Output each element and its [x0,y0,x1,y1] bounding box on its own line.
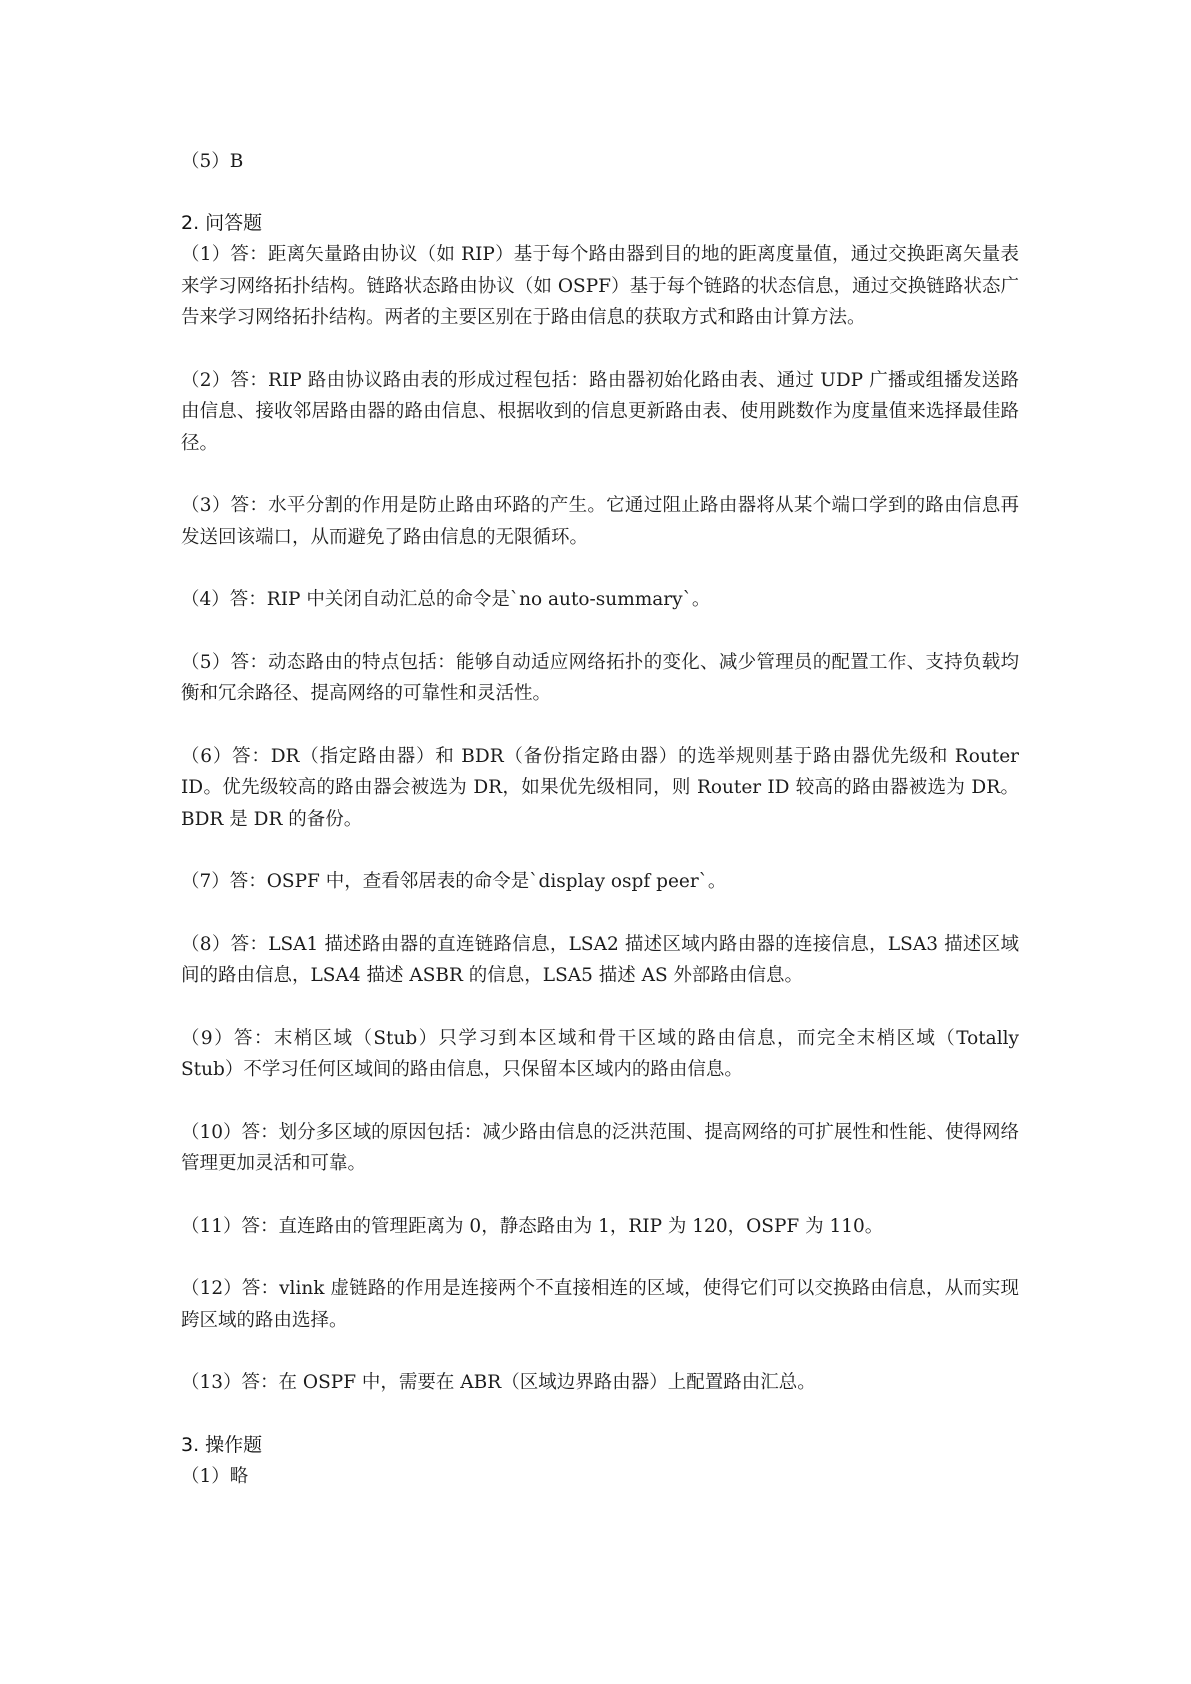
spacer [181,992,1019,1023]
qa-answer-13: （13）答：在 OSPF 中，需要在 ABR（区域边界路由器）上配置路由汇总。 [181,1372,816,1393]
spacer [181,835,1019,866]
spacer [181,334,1019,365]
qa-answer-6: （6）答：DR（指定路由器）和 BDR（备份指定路由器）的选举规则基于路由器优先级和 Router ID。优先级较高的路由器会被选为 DR，如果优先级相同，则 Router ID 较高的路由器被选为 DR。BDR 是 DR 的备份。 [181,745,1019,830]
spacer [181,1336,1019,1367]
qa-answer-8: （8）答：LSA1 描述路由器的直连链路信息，LSA2 描述区域内路由器的连接信息，LSA3 描述区域间的路由信息，LSA4 描述 ASBR 的信息，LSA5 描述 AS 外部路由信息。 [181,933,1019,986]
section-title-operation: 3. 操作题 [181,1433,263,1456]
spacer [181,1180,1019,1211]
qa-answer-5: （5）答：动态路由的特点包括：能够自动适应网络拓扑的变化、减少管理员的配置工作、支持负载均衡和冗余路径、提高网络的可靠性和灵活性。 [181,651,1019,704]
qa-answer-1: （1）答：距离矢量路由协议（如 RIP）基于每个路由器到目的地的距离度量值，通过交换距离矢量表来学习网络拓扑结构。链路状态路由协议（如 OSPF）基于每个链路的状态信息，通过交换链路状态广告来学习网络拓扑结构。两者的主要区别在于路由信息的获取方式和路由计算方法。 [181,244,1019,328]
qa-answer-3: （3）答：水平分割的作用是防止路由环路的产生。它通过阻止路由器将从某个端口学到的路由信息再发送回该端口，从而避免了路由信息的无限循环。 [181,495,1019,548]
spacer [181,1399,1019,1430]
spacer [181,178,1019,208]
operation-item-1: （1）略 [181,1466,249,1487]
spacer [181,1242,1019,1273]
qa-answer-11: （11）答：直连路由的管理距离为 0，静态路由为 1，RIP 为 120，OSPF 为 110。 [181,1215,884,1237]
spacer [181,616,1019,647]
qa-answer-7: （7）答：OSPF 中，查看邻居表的命令是`display ospf peer`。 [181,871,727,892]
choice-answer-5: （5）B [181,151,244,172]
spacer [181,710,1019,741]
spacer [181,898,1019,929]
document-body [181,146,1019,1493]
qa-answer-9: （9）答：末梢区域（Stub）只学习到本区域和骨干区域的路由信息，而完全末梢区域（Totally Stub）不学习任何区域间的路由信息，只保留本区域内的路由信息。 [181,1027,1019,1080]
section-title-qa: 2. 问答题 [181,211,263,234]
qa-answer-2: （2）答：RIP 路由协议路由表的形成过程包括：路由器初始化路由表、通过 UDP 广播或组播发送路由信息、接收邻居路由器的路由信息、根据收到的信息更新路由表、使用跳数作为度量值来选择最佳路径。 [181,369,1019,454]
spacer [181,1086,1019,1117]
qa-answer-12: （12）答：vlink 虚链路的作用是连接两个不直接相连的区域，使得它们可以交换路由信息，从而实现跨区域的路由选择。 [181,1278,1019,1331]
qa-answer-10: （10）答：划分多区域的原因包括：减少路由信息的泛洪范围、提高网络的可扩展性和性能、使得网络管理更加灵活和可靠。 [181,1121,1019,1174]
spacer [181,553,1019,584]
spacer [181,459,1019,490]
qa-answer-4: （4）答：RIP 中关闭自动汇总的命令是`no auto-summary`。 [181,589,711,610]
